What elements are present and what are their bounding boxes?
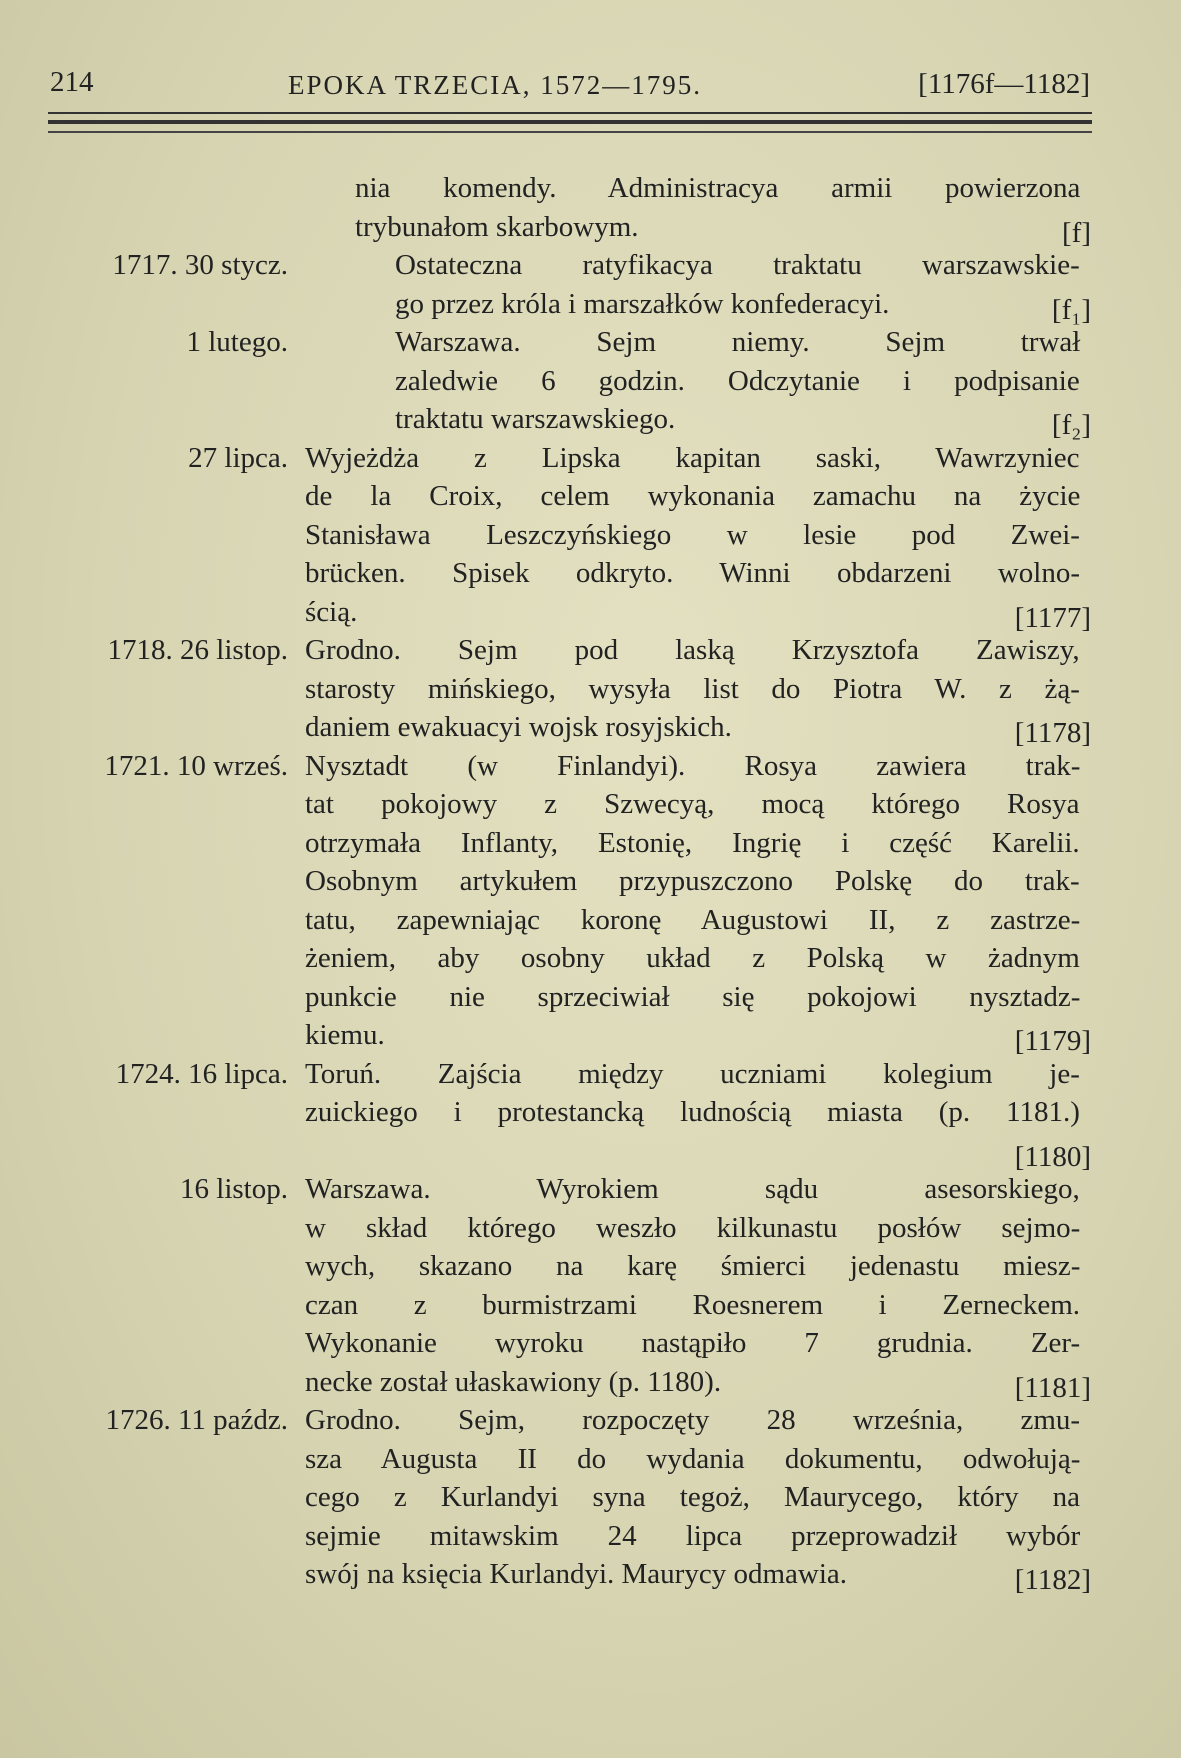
entry-date: 1718. 26 listop.: [107, 634, 288, 666]
entry-text-line: kiemu.: [305, 1019, 385, 1051]
entry-text-line: zuickiego i protestancką ludnością miasta (p. 1181.): [305, 1096, 1080, 1128]
entry-date: 1721. 10 wrześ.: [104, 749, 288, 782]
page-number: 214: [50, 66, 94, 98]
entry-range: [1176f—1182]: [918, 68, 1090, 100]
entry-reference-number: [f]: [1062, 216, 1091, 249]
entry-text-line: Wykonanie wyroku nastąpiło 7 grudnia. Zer-: [305, 1327, 1081, 1359]
entry-date: 1 lutego.: [186, 326, 288, 358]
entry-text-line: Grodno. Sejm, rozpoczęty 28 września, zmu-: [305, 1404, 1081, 1436]
entry-reference-number: [1181]: [1014, 1371, 1091, 1404]
entry-date: 27 lipca.: [188, 441, 288, 474]
entry-reference-number: [1179]: [1014, 1025, 1091, 1057]
entry-text-line: Grodno. Sejm pod laską Krzysztofa Zawiszy,: [305, 634, 1080, 666]
header-rule-top: [48, 112, 1092, 114]
entry-text-line: Stanisława Leszczyńskiego w lesie pod Zwei-: [305, 518, 1080, 551]
entry-text-line: cego z Kurlandyi syna tegoż, Maurycego, który na: [305, 1481, 1081, 1513]
entry-text-line: punkcie nie sprzeciwiał się pokojowi nysztadz-: [305, 980, 1081, 1013]
entry-text-line: starosty mińskiego, wysyła list do Piotra W. z żą-: [305, 672, 1080, 705]
entry-text-line: brücken. Spisek odkryto. Winni obdarzeni wolno-: [305, 557, 1080, 589]
entry-text-line: tatu, zapewniając koronę Augustowi II, z zastrze-: [305, 903, 1081, 936]
entry-reference-number: [f₁]: [1051, 293, 1091, 326]
entry-date: 1717. 30 stycz.: [112, 249, 288, 281]
entry-date: 1726. 11 paźdz.: [105, 1404, 288, 1436]
entry-date: 1724. 16 lipca.: [115, 1057, 288, 1090]
entry-text-line: Nysztadt (w Finlandyi). Rosya zawiera trak-: [305, 749, 1081, 782]
entry-text-line: ścią.: [305, 595, 358, 628]
running-header: [50, 62, 1090, 102]
entry-text-line: swój na księcia Kurlandyi. Maurycy odmawia.: [305, 1558, 847, 1590]
entry-text-line: daniem ewakuacyi wojsk rosyjskich.: [305, 711, 732, 743]
entry-reference-number: [f₂]: [1051, 409, 1091, 441]
entry-text-line: w skład którego weszło kilkunastu posłów sejmo-: [305, 1211, 1081, 1244]
entry-text-line: Ostateczna ratyfikacya traktatu warszawskie-: [395, 249, 1080, 281]
entry-text-line: Wyjeżdża z Lipska kapitan saski, Wawrzyniec: [305, 441, 1080, 474]
entry-text-line: sza Augusta II do wydania dokumentu, odwołują-: [305, 1442, 1081, 1475]
header-rule-bottom: [48, 131, 1092, 133]
entry-reference-number: [1178]: [1014, 717, 1091, 749]
header-rule-middle: [48, 120, 1092, 124]
entry-text-line: czan z burmistrzami Roesnerem i Zerneckem.: [305, 1288, 1081, 1321]
entry-text-line: Warszawa. Sejm niemy. Sejm trwał: [395, 326, 1081, 358]
entry-text-line: tat pokojowy z Szwecyą, mocą którego Rosya: [305, 788, 1080, 820]
entry-text-line: wych, skazano na karę śmierci jedenastu miesz-: [305, 1250, 1081, 1282]
entry-text-line: żeniem, aby osobny układ z Polską w żadnym: [305, 942, 1080, 974]
entry-date: 16 listop.: [180, 1173, 288, 1205]
entry-text-line: nia komendy. Administracya armii powierzona: [355, 172, 1081, 204]
entry-text-line: sejmie mitawskim 24 lipca przeprowadził wybór: [305, 1519, 1081, 1552]
entry-reference-number: [1177]: [1014, 601, 1091, 634]
entry-text-line: Osobnym artykułem przypuszczono Polskę do trak-: [305, 865, 1080, 897]
entry-reference-number: [1182]: [1014, 1564, 1091, 1596]
entry-text-line: traktatu warszawskiego.: [395, 403, 676, 435]
entry-text-line: de la Croix, celem wykonania zamachu na życie: [305, 480, 1081, 512]
entry-text-line: zaledwie 6 godzin. Odczytanie i podpisanie: [395, 364, 1080, 397]
entry-text-line: Toruń. Zajścia między uczniami kolegium je-: [305, 1057, 1080, 1090]
running-title: EPOKA TRZECIA, 1572—1795.: [288, 70, 703, 100]
entry-text-line: trybunałom skarbowym.: [355, 210, 639, 243]
entry-text-line: Warszawa. Wyrokiem sądu asesorskiego,: [305, 1173, 1080, 1205]
entry-text-line: necke został ułaskawiony (p. 1180).: [305, 1365, 722, 1398]
entry-reference-number: [1180]: [1014, 1140, 1091, 1173]
entry-text-line: otrzymała Inflanty, Estonię, Ingrię i część Karelii.: [305, 826, 1080, 859]
entry-text-line: go przez króla i marszałków konfederacyi.: [395, 287, 890, 320]
